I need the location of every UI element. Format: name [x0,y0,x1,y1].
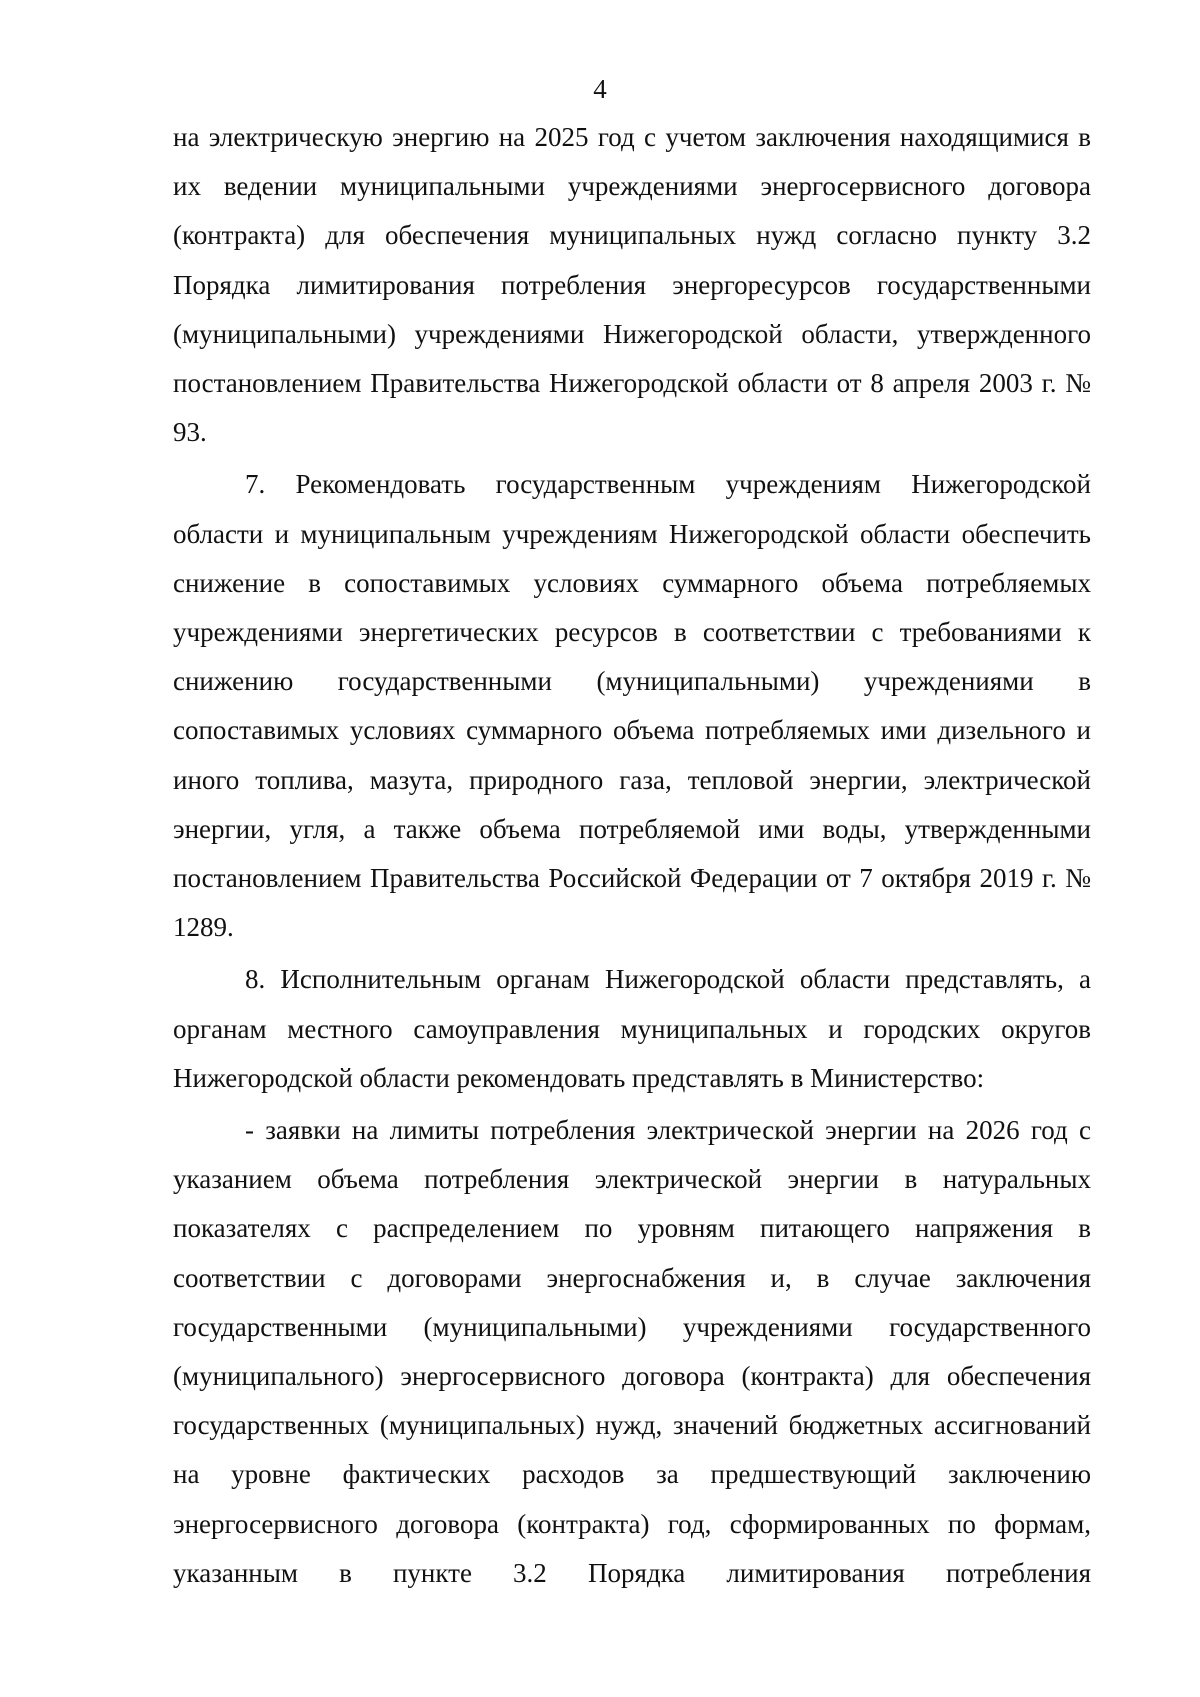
paragraph-continuation: на электрическую энергию на 2025 год с учетом заключения находящимися в их ведении муниципальными учреждениями энергосервисного договора (контракта) для обеспечения муниципальных нужд согласно пункту 3.2 Порядка лимитирования потребления энергоресурсов государственными (муниципальными) учреждениями Нижегородской области, утвержденного постановлением Правительства Нижегородской области от 8 апреля 2003 г. № 93. [173,122,1091,448]
paragraph-8-list-item: - заявки на лимиты потребления электрической энергии на 2026 год с указанием объема потребления электрической энергии в натуральных показателях с распределением по уровням питающего напряжения в соответствии с договорами энергоснабжения и, в случае заключения государственными (муниципальными) учреждениями государственного (муниципального) энергосервисного договора (контракта) для обеспечения государственных (муниципальных) нужд, значений бюджетных ассигнований на уровне фактических расходов за предшествующий заключению энергосервисного договора (контракта) год, сформированных по формам, указанным в пункте 3.2 Порядка лимитирования потребления [173,1115,1091,1588]
page-number: 4 [593,74,607,104]
document-body [173,113,1091,1598]
paragraph-8: 8. Исполнительным органам Нижегородской области представлять, а органам местного самоуправления муниципальных и городских округов Нижегородской области рекомендовать представлять в Министерство: [173,964,1091,1093]
paragraph-7: 7. Рекомендовать государственным учреждениям Нижегородской области и муниципальным учреждениям Нижегородской области обеспечить снижение в сопоставимых условиях суммарного объема потребляемых учреждениями энергетических ресурсов в соответствии с требованиями к снижению государственными (муниципальными) учреждениями в сопоставимых условиях суммарного объема потребляемых ими дизельного и иного топлива, мазута, природного газа, тепловой энергии, электрической энергии, угля, а также объема потребляемой ими воды, утвержденными постановлением Правительства Российской Федерации от 7 октября 2019 г. № 1289. [173,469,1091,943]
